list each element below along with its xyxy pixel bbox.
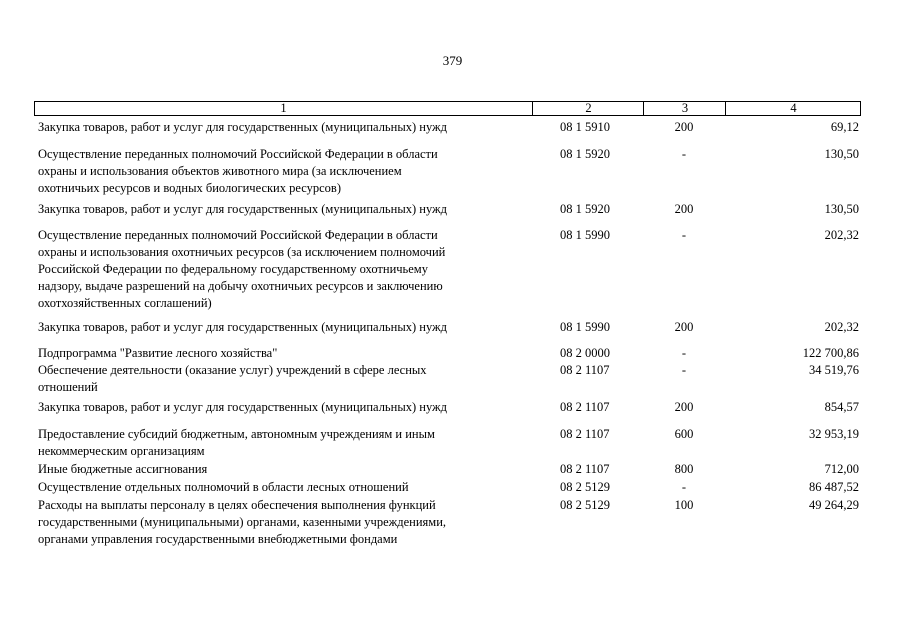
row-type: 200 <box>674 400 694 414</box>
row-type: 200 <box>674 202 694 216</box>
row-name: Осуществление переданных полномочий Российской Федерации в области охраны и использования охотничьих ресурсов (за исключением полномочий Российской Федерации по федеральному государственному охотничьему надзору, выдаче разрешений на добычу охотничьих ресурсов и заключению охотхозяйственных соглашений) <box>38 228 446 310</box>
row-code: 08 2 5129 <box>560 480 610 494</box>
row-sum: 130,50 <box>824 147 859 161</box>
row-code: 08 2 1107 <box>560 400 610 414</box>
row-type: - <box>681 480 687 494</box>
row-type: 200 <box>674 120 694 134</box>
row-code: 08 2 5129 <box>560 498 610 512</box>
row-code: 08 2 0000 <box>560 346 610 360</box>
row-sum: 202,32 <box>824 228 859 242</box>
row-type: - <box>681 363 687 377</box>
row-type: 200 <box>674 320 694 334</box>
table-header <box>34 101 861 116</box>
row-sum: 122 700,86 <box>802 346 859 360</box>
header-col-4: 4 <box>725 102 861 115</box>
row-sum: 130,50 <box>824 202 859 216</box>
row-name: Подпрограмма "Развитие лесного хозяйства" <box>38 346 278 360</box>
row-sum: 86 487,52 <box>809 480 859 494</box>
header-col-3: 3 <box>643 102 726 115</box>
row-name: Осуществление переданных полномочий Российской Федерации в области охраны и использования объектов животного мира (за исключением охотничьих ресурсов и водных биологических ресурсов) <box>38 147 438 195</box>
page-number: 379 <box>442 53 463 68</box>
row-code: 08 1 5920 <box>560 202 610 216</box>
row-type: - <box>681 228 687 242</box>
row-type: 600 <box>674 427 694 441</box>
row-name: Закупка товаров, работ и услуг для государственных (муниципальных) нужд <box>38 400 448 414</box>
row-sum: 712,00 <box>824 462 859 476</box>
row-code: 08 2 1107 <box>560 427 610 441</box>
row-sum: 854,57 <box>824 400 859 414</box>
row-name: Осуществление отдельных полномочий в области лесных отношений <box>38 480 409 494</box>
row-sum: 69,12 <box>830 120 859 134</box>
row-sum: 49 264,29 <box>809 498 859 512</box>
row-code: 08 2 1107 <box>560 363 610 377</box>
row-name: Предоставление субсидий бюджетным, автономным учреждениям и иным некоммерческим организациям <box>38 427 435 458</box>
row-sum: 32 953,19 <box>809 427 859 441</box>
row-code: 08 1 5990 <box>560 320 610 334</box>
row-type: 100 <box>674 498 694 512</box>
row-name: Закупка товаров, работ и услуг для государственных (муниципальных) нужд <box>38 202 448 216</box>
row-type: - <box>681 147 687 161</box>
row-sum: 34 519,76 <box>809 363 859 377</box>
row-type: 800 <box>674 462 694 476</box>
row-code: 08 1 5910 <box>560 120 610 134</box>
row-code: 08 1 5990 <box>560 228 610 242</box>
row-name: Иные бюджетные ассигнования <box>38 462 208 476</box>
row-name: Закупка товаров, работ и услуг для государственных (муниципальных) нужд <box>38 320 448 334</box>
row-code: 08 1 5920 <box>560 147 610 161</box>
row-name: Закупка товаров, работ и услуг для государственных (муниципальных) нужд <box>38 120 448 134</box>
row-name: Обеспечение деятельности (оказание услуг) учреждений в сфере лесных отношений <box>38 363 427 394</box>
row-sum: 202,32 <box>824 320 859 334</box>
header-col-2: 2 <box>532 102 644 115</box>
row-code: 08 2 1107 <box>560 462 610 476</box>
row-type: - <box>681 346 687 360</box>
header-col-1: 1 <box>280 101 287 115</box>
row-name: Расходы на выплаты персоналу в целях обеспечения выполнения функций государственными (муниципальными) органами, казенными учреждениями, органами управления государственными внебюджетными фондами <box>38 498 447 546</box>
